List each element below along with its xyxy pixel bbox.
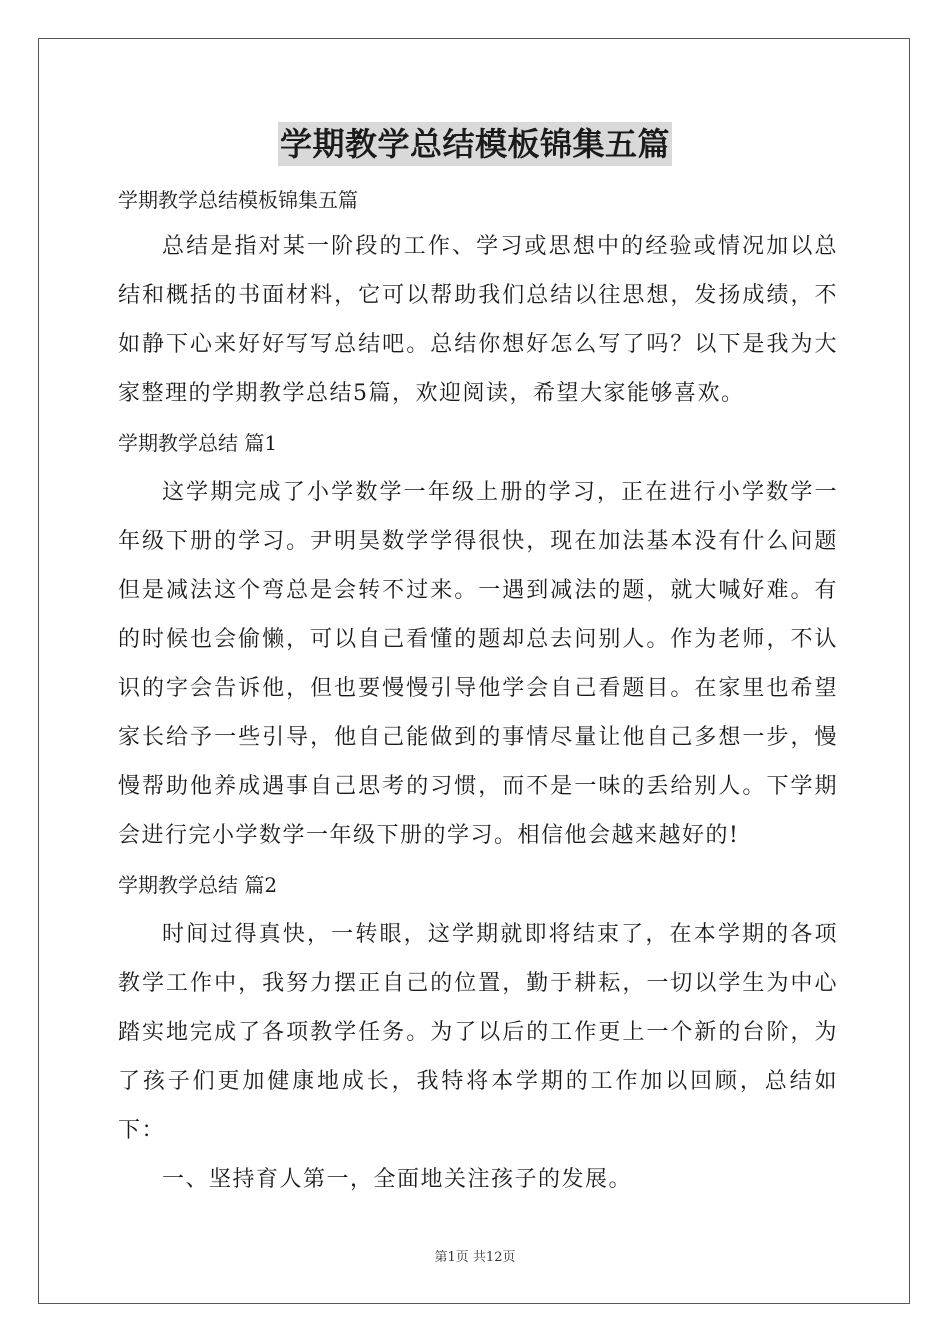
section-heading-2: 学期教学总结 篇2	[118, 873, 278, 897]
document-body	[118, 178, 838, 1204]
document-title: 学期教学总结模板锦集五篇	[278, 122, 672, 166]
section-2-paragraph: 时间过得真快，一转眼，这学期就即将结束了，在本学期的各项教学工作中，我努力摆正自己的位置，勤于耕耘，一切以学生为中心踏实地完成了各项教学任务。为了以后的工作更上一个新的台阶，为了孩子们更加健康地成长，我特将本学期的工作加以回顾，总结如下：	[118, 922, 838, 1143]
document-subtitle: 学期教学总结模板锦集五篇	[118, 188, 358, 212]
title-container	[0, 122, 950, 166]
section-1-paragraph: 这学期完成了小学数学一年级上册的学习，正在进行小学数学一年级下册的学习。尹明昊数学学得很快，现在加法基本没有什么问题但是减法这个弯总是会转不过来。一遇到减法的题，就大喊好难。有的时候也会偷懒，可以自己看懂的题却总去问别人。作为老师，不认识的字会告诉他，但也要慢慢引导他学会自己看题目。在家里也希望家长给予一些引导，他自己能做到的事情尽量让他自己多想一步，慢慢帮助他养成遇事自己思考的习惯，而不是一味的丢给别人。下学期会进行完小学数学一年级下册的学习。相信他会越来越好的!	[118, 480, 838, 848]
section-heading-1: 学期教学总结 篇1	[118, 431, 278, 455]
page-footer: 第1页 共12页	[434, 1250, 516, 1265]
section-2-point-1: 一、坚持育人第一，全面地关注孩子的发展。	[162, 1167, 633, 1192]
intro-paragraph: 总结是指对某一阶段的工作、学习或思想中的经验或情况加以总结和概括的书面材料，它可以帮助我们总结以往思想，发扬成绩，不如静下心来好好写写总结吧。总结你想好怎么写了吗？以下是我为大家整理的学期教学总结5篇，欢迎阅读，希望大家能够喜欢。	[118, 234, 838, 406]
